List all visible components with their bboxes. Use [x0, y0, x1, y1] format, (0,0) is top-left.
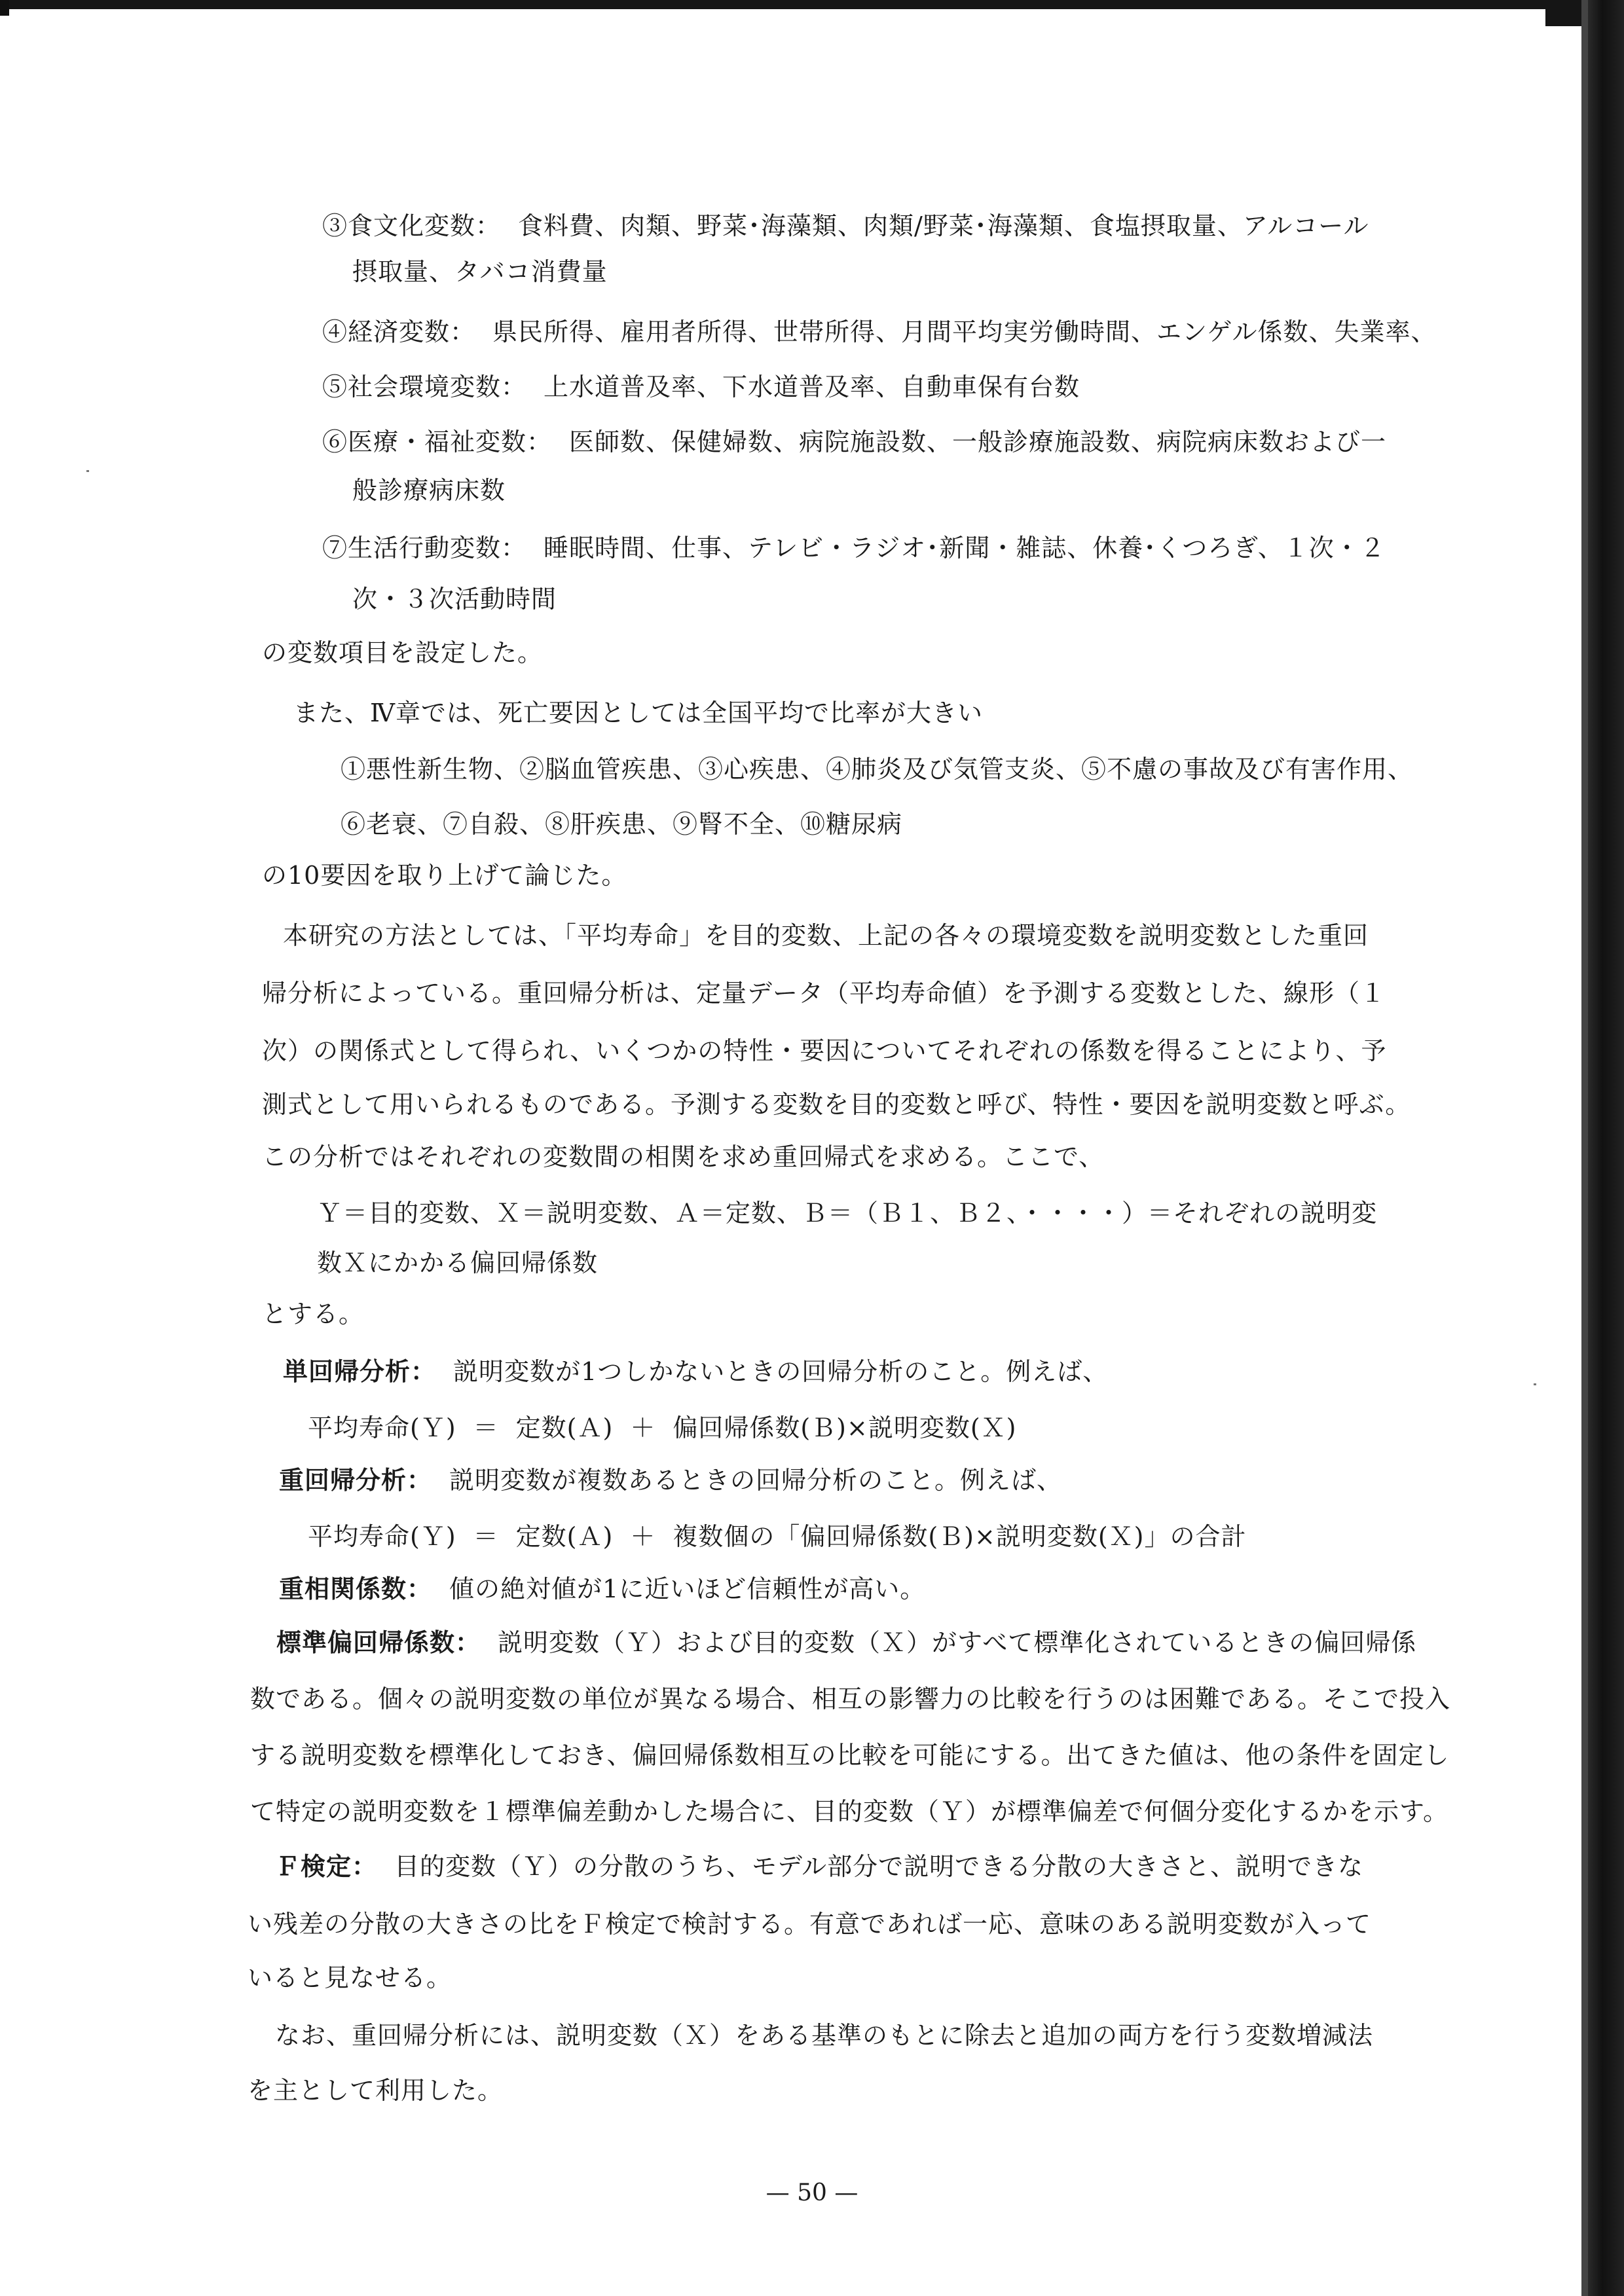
- paragraph-line: する説明変数を標準化しておき、偏回帰係数相互の比較を可能にする。出てきた値は、他の条件を固定し: [250, 1741, 1450, 1770]
- formula-lhs: 平均寿命(Ｙ): [308, 1522, 456, 1551]
- paragraph-line: て特定の説明変数を１標準偏差動かした場合に、目的変数（Ｙ）が標準偏差で何個分変化するかを示す。: [250, 1797, 1449, 1826]
- term-label: Ｆ検定：: [275, 1851, 378, 1881]
- term-standard-coefficient: [276, 1626, 1416, 1659]
- category-items: 睡眠時間、仕事、テレビ・ラジオ･新聞・雑誌、休養･くつろぎ、１次・２: [544, 534, 1386, 562]
- paragraph-line: の10要因を取り上げて論じた。: [262, 861, 627, 890]
- category-label: ⑤社会環境変数：: [322, 373, 527, 401]
- death-causes-line: ①悪性新生物、②脳血管疾患、③心疾患、④肺炎及び気管支炎、⑤不慮の事故及び有害作用、: [341, 755, 1414, 784]
- category-items: 医師数、保健婦数、病院施設数、一般診療施設数、病院病床数および一: [569, 428, 1387, 456]
- term-single-regression: [283, 1355, 1108, 1388]
- formula-eq: ＝: [473, 1522, 499, 1551]
- category-continuation: 次・３次活動時間: [352, 585, 557, 613]
- scan-speck: [1534, 1383, 1536, 1385]
- category-medical-welfare: [322, 426, 1386, 458]
- paragraph-line: 測式として用いられるものである。予測する変数を目的変数と呼び、特性・要因を説明変数と呼ぶ。: [262, 1090, 1411, 1119]
- paragraph-line: 数である。個々の説明変数の単位が異なる場合、相互の影響力の比較を行うのは困難である。そこで投入: [250, 1685, 1451, 1713]
- paragraph-line: この分析ではそれぞれの変数間の相関を求め重回帰式を求める。ここで、: [262, 1142, 1105, 1171]
- paragraph-line: また、Ⅳ章では、死亡要因としては全国平均で比率が大きい: [293, 699, 983, 727]
- category-life-activity: [322, 532, 1386, 564]
- term-text: 説明変数（Ｙ）および目的変数（Ｘ）がすべて標準化されているときの偏回帰係: [498, 1628, 1417, 1657]
- paragraph-line: とする。: [262, 1300, 365, 1328]
- paragraph-line: 次）の関係式として得られ、いくつかの特性・要因についてそれぞれの係数を得ることにより、予: [262, 1036, 1387, 1065]
- term-label: 重相関係数：: [279, 1574, 433, 1603]
- category-label: ③食文化変数：: [322, 211, 502, 240]
- term-multiple-correlation: [279, 1573, 925, 1605]
- term-label: 重回帰分析：: [279, 1465, 433, 1495]
- formula-lhs: 平均寿命(Ｙ): [308, 1413, 456, 1442]
- paragraph-line: 帰分析によっている。重回帰分析は、定量データ（平均寿命値）を予測する変数とした、線形（１: [262, 979, 1386, 1008]
- scan-speck: [86, 470, 89, 472]
- paragraph-line: を主として利用した。: [248, 2076, 504, 2105]
- formula-rhs: 偏回帰係数(Ｂ)×説明変数(Ｘ): [673, 1413, 1017, 1442]
- formula-single: [308, 1412, 1017, 1444]
- paragraph-line: の変数項目を設定した。: [262, 638, 544, 667]
- formula-multiple: [308, 1520, 1247, 1553]
- formula-const: 定数(Ａ): [515, 1413, 614, 1442]
- category-economy: [322, 316, 1437, 348]
- formula-eq: ＝: [473, 1413, 499, 1442]
- term-text: 説明変数が1つしかないときの回帰分析のこと。例えば、: [453, 1357, 1109, 1386]
- term-label: 標準偏回帰係数：: [276, 1628, 481, 1657]
- scan-top-border: [0, 0, 1624, 9]
- category-label: ④経済変数：: [322, 318, 476, 346]
- category-label: ⑥医療・福祉変数：: [322, 428, 553, 456]
- paragraph-line: なお、重回帰分析には、説明変数（Ｘ）をある基準のもとに除去と追加の両方を行う変数増減法: [275, 2021, 1374, 2050]
- category-social-environment: [322, 371, 1080, 403]
- paragraph-line: い残差の分散の大きさの比をＦ検定で検討する。有意であれば一応、意味のある説明変数が入って: [248, 1910, 1372, 1939]
- formula-plus: ＋: [630, 1522, 656, 1551]
- category-continuation: 般診療病床数: [352, 476, 506, 505]
- term-multiple-regression: [279, 1464, 1062, 1497]
- category-items: 上水道普及率、下水道普及率、自動車保有台数: [544, 373, 1080, 401]
- death-causes-line: ⑥老衰、⑦自殺、⑧肝疾患、⑨腎不全、⑩糖尿病: [341, 810, 903, 839]
- formula-const: 定数(Ａ): [515, 1522, 614, 1551]
- paragraph-line: 本研究の方法としては、「平均寿命」を目的変数、上記の各々の環境変数を説明変数とした重回: [283, 921, 1369, 950]
- category-label: ⑦生活行動変数：: [322, 534, 527, 562]
- definitions-line: 数Ｘにかかる偏回帰係数: [317, 1248, 599, 1277]
- category-items: 県民所得、雇用者所得、世帯所得、月間平均実労働時間、エンゲル係数、失業率、: [492, 318, 1437, 346]
- category-items: 食料費、肉類、野菜･海藻類、肉類/野菜･海藻類、食塩摂取量、アルコール: [518, 211, 1369, 240]
- term-label: 単回帰分析：: [283, 1357, 437, 1386]
- formula-plus: ＋: [630, 1413, 656, 1442]
- term-f-test: [275, 1850, 1363, 1883]
- scan-corner-mark: [0, 0, 9, 16]
- page-number: — 50 —: [766, 2179, 858, 2206]
- definitions-line: Ｙ＝目的変数、Ｘ＝説明変数、Ａ＝定数、Ｂ＝（Ｂ１、Ｂ２、・・・・）＝それぞれの説明変: [317, 1199, 1378, 1228]
- paragraph-line: いると見なせる。: [248, 1963, 452, 1992]
- category-food-culture: [322, 210, 1369, 242]
- scan-right-edge-gray: [1581, 0, 1588, 2296]
- term-text: 説明変数が複数あるときの回帰分析のこと。例えば、: [449, 1466, 1063, 1495]
- scan-right-edge-dark: [1588, 0, 1624, 2296]
- term-text: 目的変数（Ｙ）の分散のうち、モデル部分で説明できる分散の大きさと、説明できな: [394, 1852, 1364, 1881]
- formula-rhs: 複数個の「偏回帰係数(Ｂ)×説明変数(Ｘ)」の合計: [673, 1522, 1247, 1551]
- category-continuation: 摂取量、タバコ消費量: [352, 257, 608, 286]
- term-text: 値の絶対値が1に近いほど信頼性が高い。: [449, 1575, 926, 1603]
